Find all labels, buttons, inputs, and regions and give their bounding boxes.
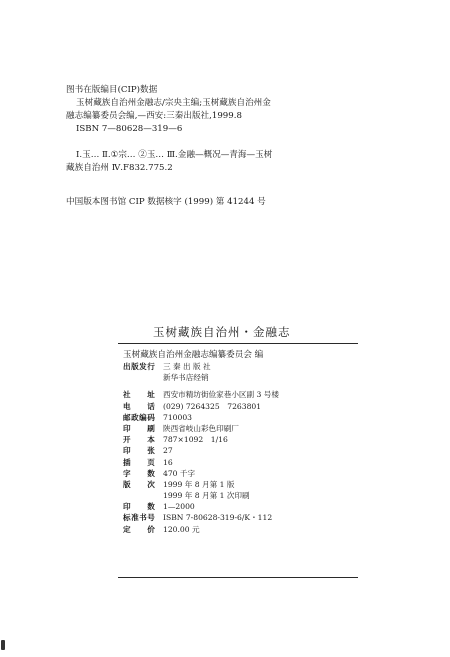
pub-row <box>123 434 363 445</box>
cip-block <box>66 84 406 175</box>
pub-value: 120.00 元 <box>163 524 200 534</box>
pub-value: 470 千字 <box>163 468 196 478</box>
pub-row <box>123 501 363 512</box>
pub-value: ISBN 7-80628-319-6/K・112 <box>163 513 273 523</box>
pub-label <box>123 372 159 383</box>
scan-mark <box>1 640 5 650</box>
pub-row <box>123 479 363 490</box>
pub-label: 印 刷 <box>123 423 156 433</box>
pub-row <box>123 457 363 468</box>
pub-label: 定 价 <box>123 524 156 534</box>
cip-heading: 图书在版编目(CIP)数据 <box>66 85 158 95</box>
pub-value: 陕西省岐山彩色印刷厂 <box>163 423 239 433</box>
pub-label: 标准书号 <box>123 513 156 523</box>
publication-info <box>123 361 363 535</box>
pub-value: 16 <box>163 457 173 467</box>
cip-record-number: 中国版本图书馆 CIP 数据核字 (1999) 第 41244 号 <box>66 197 266 207</box>
pub-row <box>123 445 363 456</box>
cip-line-isbn: ISBN 7—80628—319—6 <box>76 124 183 134</box>
cip-line-classification: 藏族自治州 Ⅳ.F832.775.2 <box>66 163 173 173</box>
pub-label: 出版发行 <box>123 362 156 371</box>
book-title: 玉树藏族自治州・金融志 <box>153 325 291 339</box>
pub-label: 插 页 <box>123 457 156 467</box>
pub-row <box>123 524 363 535</box>
pub-value: 787×1092 1/16 <box>163 435 228 445</box>
pub-label: 电 话 <box>123 401 156 411</box>
editor-line: 玉树藏族自治州金融志编纂委员会 编 <box>123 350 264 360</box>
pub-value: 新华书店经销 <box>163 373 209 383</box>
pub-label <box>123 490 159 501</box>
cip-line-title: 玉树藏族自治州金融志/宗央主编;玉树藏族自治州金 <box>76 98 271 108</box>
pub-value: 1999 年 8 月第 1 版 <box>163 479 235 489</box>
pub-row <box>123 423 363 434</box>
pub-row <box>123 512 363 523</box>
pub-value: 西安市精坊街俭家巷小区副 3 号楼 <box>163 390 279 400</box>
pub-value: 710003 <box>163 412 192 422</box>
pub-row <box>123 389 363 400</box>
pub-row <box>123 468 363 479</box>
pub-label: 开 本 <box>123 435 156 445</box>
divider-top <box>118 343 358 344</box>
pub-label: 社 址 <box>123 390 156 400</box>
pub-label: 字 数 <box>123 468 156 478</box>
pub-row <box>123 361 363 372</box>
pub-value: 三 秦 出 版 社 <box>163 362 211 371</box>
cip-line-subjects: Ⅰ.玉… Ⅱ.①宗… ②玉… Ⅲ.金融—概况—青海—玉树 <box>76 150 273 160</box>
pub-label: 印 张 <box>123 446 156 456</box>
cip-line-publisher: 融志编纂委员会编,—西安:三秦出版社,1999.8 <box>66 111 242 121</box>
pub-value: 1999 年 8 月第 1 次印刷 <box>163 491 250 501</box>
pub-label: 印 数 <box>123 502 156 512</box>
pub-value: 1—2000 <box>163 502 195 512</box>
pub-row <box>123 412 363 423</box>
pub-row <box>123 372 363 383</box>
pub-label: 邮政编码 <box>123 412 156 422</box>
pub-row <box>123 490 363 501</box>
divider-bottom <box>118 577 358 578</box>
pub-value: 27 <box>163 446 173 456</box>
pub-row <box>123 401 363 412</box>
pub-label: 版 次 <box>123 479 156 489</box>
pub-value: (029) 7264325 7263801 <box>163 401 262 411</box>
